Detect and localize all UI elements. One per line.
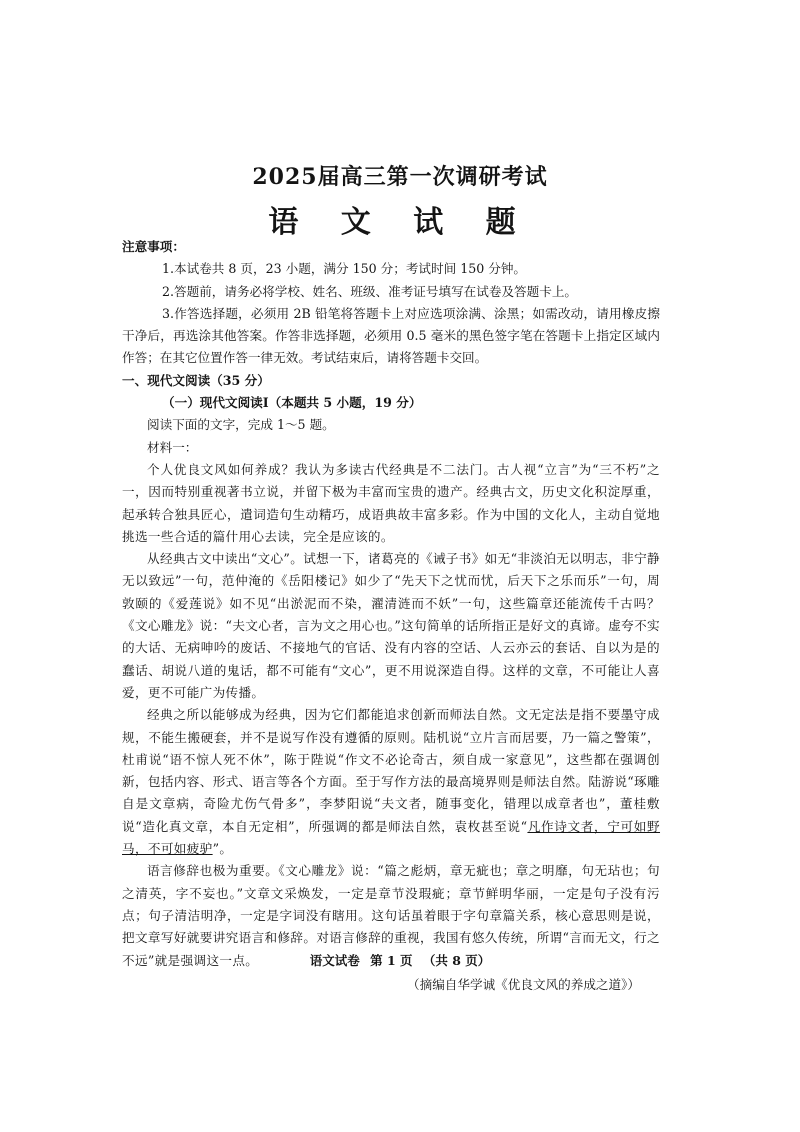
section-heading: 一、现代文阅读（35 分） [122, 372, 270, 388]
material-paragraph [122, 704, 660, 860]
footer-total-pages: （共 8 页） [422, 953, 491, 968]
reading-instruction: 阅读下面的文字，完成 1～5 题。 [147, 417, 335, 433]
footer-page-number: 第 1 页 [370, 953, 413, 968]
source-citation: （摘编自华学诚《优良文风的养成之道》） [407, 976, 640, 992]
exam-body [122, 236, 660, 996]
notice-heading: 注意事项： [122, 239, 185, 254]
subsection-heading: （一）现代文阅读Ⅰ（本题共 5 小题，19 分） [162, 395, 422, 411]
underlined-quote: 凡作诗文者，宁可如野马，不可如疲驴 [122, 818, 661, 857]
exam-title: 2025届高三第一次调研考试 [252, 164, 548, 190]
material-label: 材料一： [147, 439, 198, 455]
notice-item: 3.作答选择题，必须用 2B 铅笔将答题卡上对应选项涂满、涂黑；如需改动，请用橡皮擦干净后，再选涂其他答案。作答非选择题，必须用 0.5 毫米的黑色签字笔在答题卡上指定区域内作答；在其它位置作答一律无效。考试结束后，请将答题卡交回。 [122, 305, 660, 366]
notice-item: 2.答题前，请务必将学校、姓名、班级、准考证号填写在试卷及答题卡上。 [162, 283, 578, 299]
material-paragraph: 语言修辞也极为重要。《文心雕龙》说：“篇之彪炳，章无疵也；章之明靡，句无玷也；句之清英，字不妄也。”文章文采焕发，一定是章节没瑕疵；章节鲜明华丽，一定是句子没有污点；句子清洁明净，一定是字词没有瞎用。这句话虽着眼于字句章篇关系，核心意思则是说，把文章写好就要讲究语言和修辞。对语言修辞的重视，我国有悠久传统，所谓“言而无文，行之不远”就是强调这一点。 [122, 863, 660, 968]
material-paragraph: 从经典古文中读出“文心”。试想一下，诸葛亮的《诫子书》如无“非淡泊无以明志，非宁静无以致远”一句，范仲淹的《岳阳楼记》如少了“先天下之忧而忧，后天下之乐而乐”一句，周敦颐的《爱莲说》如不见“出淤泥而不染，濯清涟而不妖”一句，这些篇章还能流传千古吗？《文心雕龙》说：“夫文心者，言为文之用心也。”这句简单的话所指正是好文的真谛。虚夸不实的大话、无病呻吟的废话、不接地气的官话、没有内容的空话、人云亦云的套话、自以为是的蠢话、胡说八道的鬼话，都不可能有“文心”，更不用说深造自得。这样的文章，不可能让人喜爱，更不可能广为传播。 [122, 551, 660, 700]
exam-subtitle: 语 文 试 题 [268, 205, 532, 240]
page-footer [0, 951, 800, 969]
footer-exam-name: 语文试卷 [309, 953, 360, 968]
material-paragraph: 个人优良文风如何养成？我认为多读古代经典是不二法门。古人视“立言”为“三不朽”之一，因而特别重视著书立说，并留下极为丰富而宝贵的遗产。经典古文，历史文化积淀厚重，起承转合独具匠心，遣词造句生动精巧，成语典故丰富多彩。作为中国的文化人，主动自觉地挑选一些合适的篇什用心去读，完全是应该的。 [122, 461, 660, 544]
paragraph-text: ”。 [212, 841, 233, 857]
notice-item: 1.本试卷共 8 页，23 小题，满分 150 分；考试时间 150 分钟。 [162, 261, 527, 277]
paragraph-text: 经典之所以能够成为经典，因为它们都能追求创新而师法自然。文无定法是指不要墨守成规，不能生搬硬套，并不是说写作没有遵循的原则。陆机说“立片言而居要，乃一篇之警策”，杜甫说“语不惊人死不休”，陈于陛说“作文不必论奇古，须自成一家意见”，这些都在强调创新，包括内容、形式、语言等各个方面。至于写作方法的最高境界则是师法自然。陆游说“琢雕自是文章病，奇险尤伤气骨多”，李梦阳说“夫文者，随事变化，错理以成章者也”，董桂敷说“造化真文章，本自无定相”，所强调的都是师法自然，袁枚甚至说“ [122, 707, 660, 834]
